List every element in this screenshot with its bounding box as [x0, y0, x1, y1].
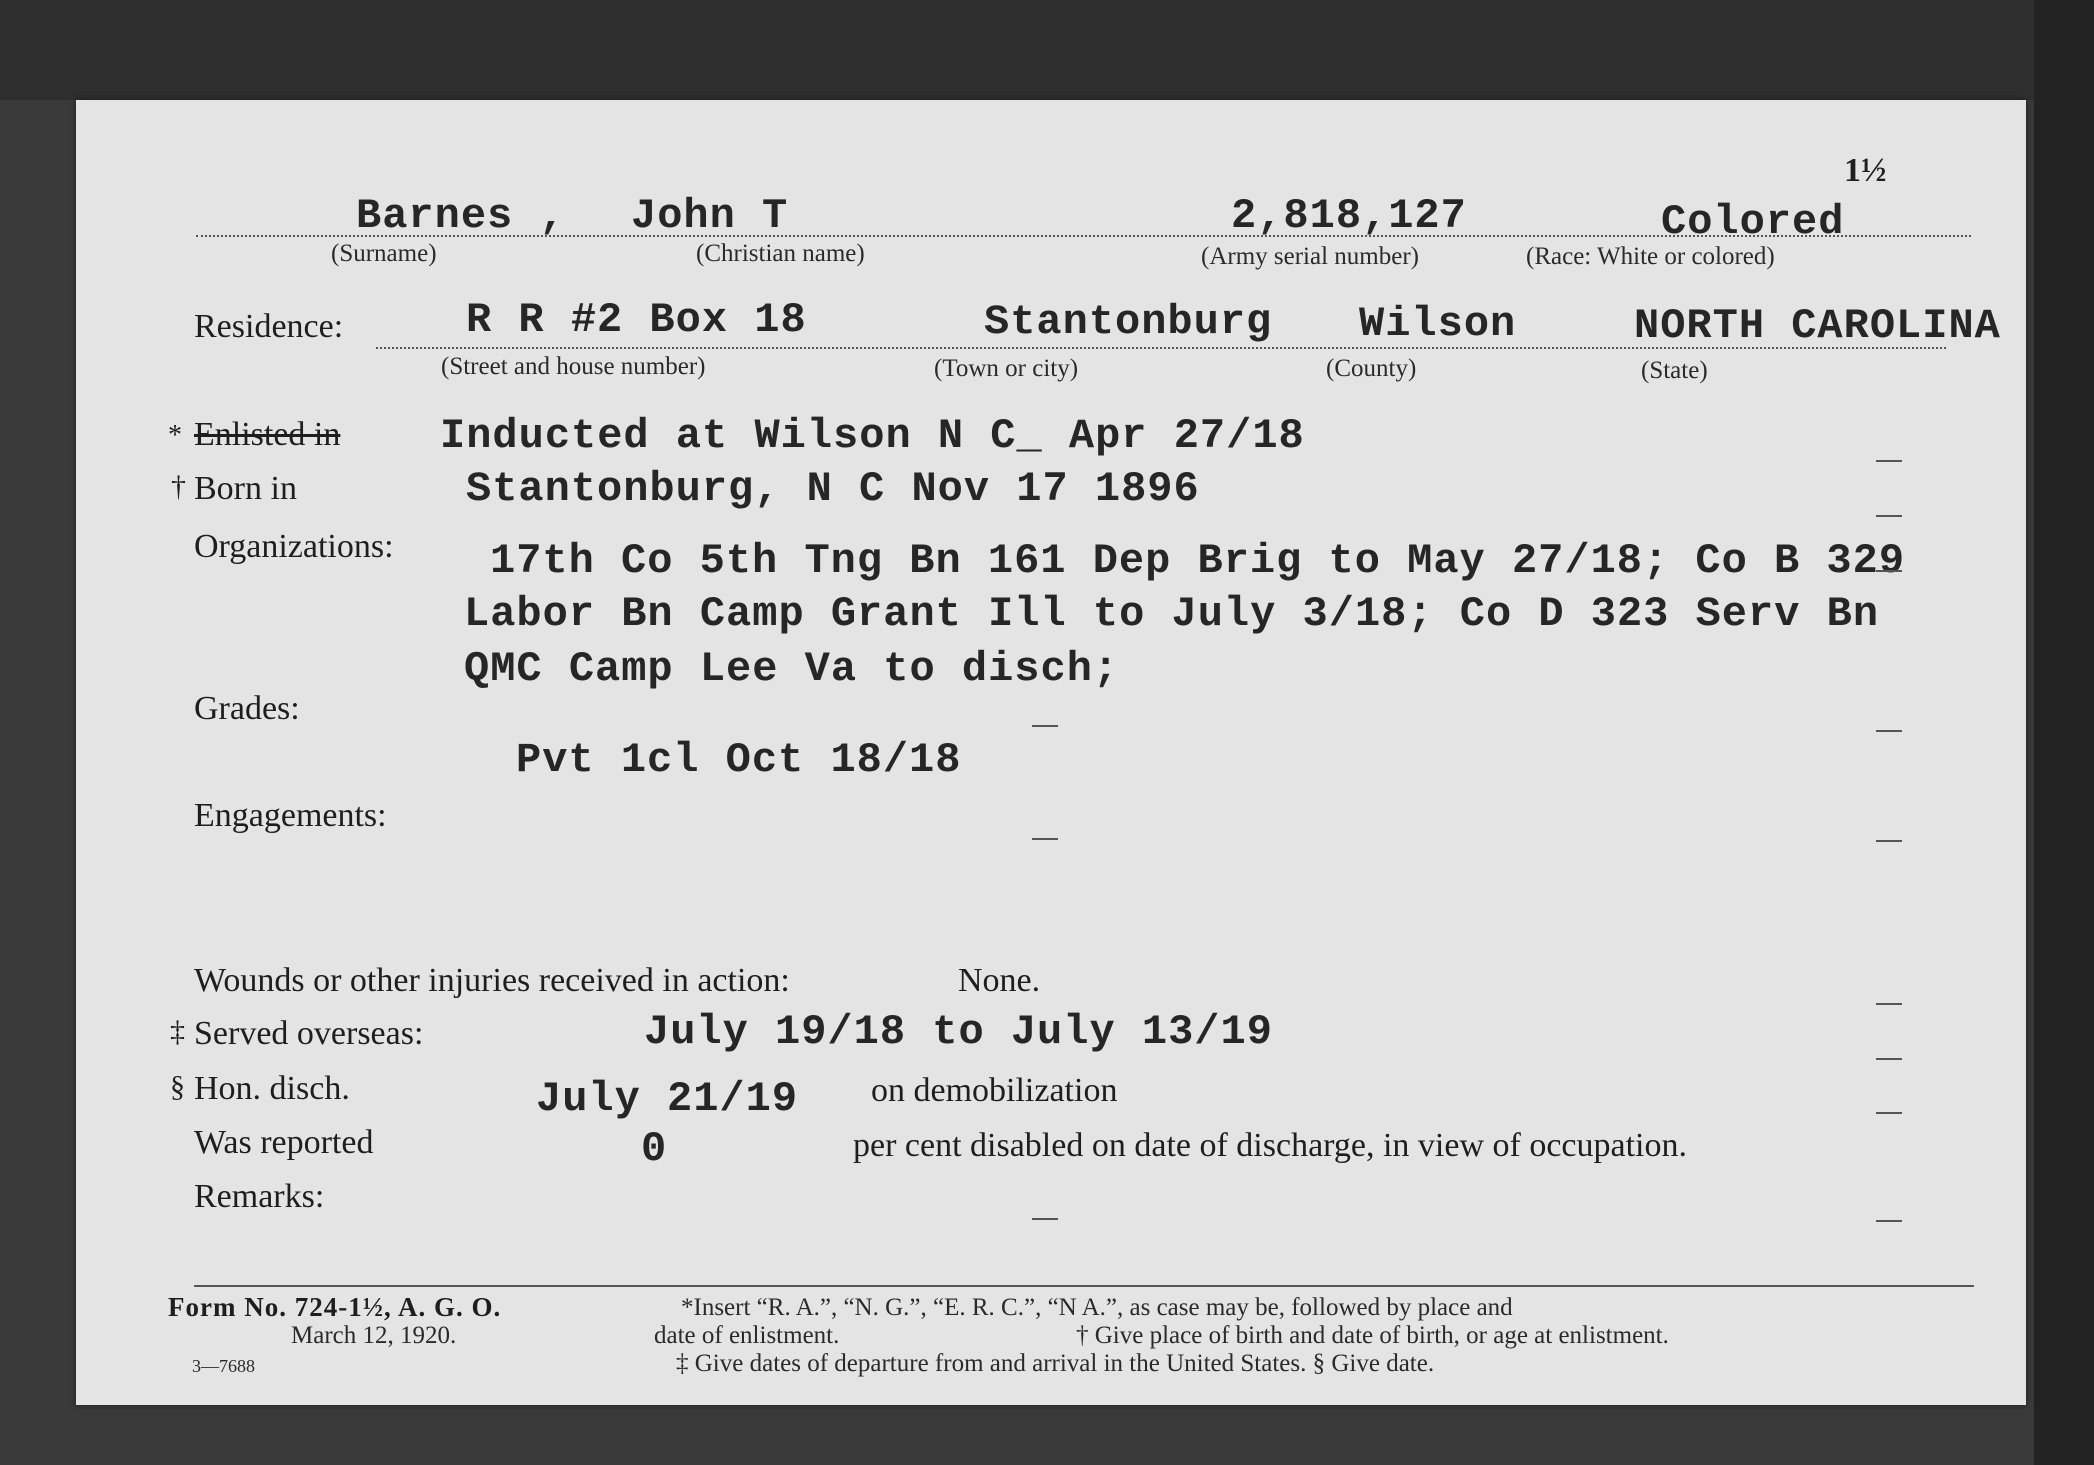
reported-suffix: per cent disabled on date of discharge, in view of occupation. [853, 1127, 1687, 1164]
town-caption: (Town or city) [934, 355, 1079, 382]
born-label: Born in [194, 470, 297, 507]
discharge-suffix: on demobilization [871, 1072, 1118, 1109]
corner-mark: 1½ [1844, 152, 1887, 189]
street-caption: (Street and house number) [441, 353, 706, 380]
enlisted-value: Inducted at Wilson N C_ Apr 27/18 [440, 412, 1305, 460]
footnote-birth: † Give place of birth and date of birth, or age at enlistment. [1076, 1322, 1669, 1349]
print-code: 3—7688 [192, 1356, 255, 1376]
margin-dash [1032, 838, 1058, 840]
race-caption: (Race: White or colored) [1526, 243, 1775, 270]
state-value: NORTH CAROLINA [1634, 302, 2001, 350]
footnote-enlistment: *Insert “R. A.”, “N. G.”, “E. R. C.”, “N A.”, as case may be, followed by place and [681, 1294, 1513, 1321]
enlisted-mark: * [168, 420, 182, 451]
town-value: Stantonburg [984, 298, 1273, 346]
organizations-label: Organizations: [194, 528, 394, 565]
form-number: Form No. 724-1½, A. G. O. [168, 1292, 502, 1322]
margin-dash [1876, 730, 1902, 732]
christian-name-caption: (Christian name) [696, 240, 865, 267]
scan-background-right [2034, 0, 2094, 1465]
discharge-mark: § [170, 1070, 185, 1103]
county-value: Wilson [1359, 300, 1517, 348]
organizations-line-2: Labor Bn Camp Grant Ill to July 3/18; Co D 323 Serv Bn [464, 590, 1880, 638]
margin-dash [1032, 725, 1058, 727]
footnote-overseas: ‡ Give dates of departure from and arrival in the United States. § Give date. [676, 1350, 1435, 1377]
born-mark: † [171, 470, 186, 503]
reported-value: 0 [641, 1125, 668, 1173]
engagements-label: Engagements: [194, 797, 387, 834]
margin-dash [1876, 1003, 1902, 1005]
reported-label: Was reported [194, 1124, 374, 1161]
serial-number-caption: (Army serial number) [1201, 243, 1419, 270]
organizations-line-1: 17th Co 5th Tng Bn 161 Dep Brig to May 27/18; Co B 329 [490, 537, 1906, 585]
county-caption: (County) [1326, 355, 1417, 382]
footnote-enlistment-cont: date of enlistment. [654, 1322, 840, 1349]
overseas-mark: ‡ [170, 1015, 185, 1048]
state-caption: (State) [1641, 357, 1708, 384]
margin-dash [1876, 1112, 1902, 1114]
overseas-value: July 19/18 to July 13/19 [644, 1008, 1273, 1056]
margin-dash [1876, 1220, 1902, 1222]
wounds-value: None. [958, 962, 1041, 999]
margin-dash [1876, 840, 1902, 842]
footer-rule [194, 1285, 1974, 1287]
remarks-label: Remarks: [194, 1178, 325, 1215]
scan-background-top [0, 0, 2094, 100]
margin-dash [1876, 515, 1902, 517]
residence-label: Residence: [194, 308, 344, 345]
margin-dash [1032, 1218, 1058, 1220]
discharge-label: Hon. disch. [194, 1070, 350, 1107]
overseas-label: Served overseas: [194, 1015, 424, 1052]
serial-number-value: 2,818,127 [1231, 192, 1467, 240]
service-record-card [76, 100, 2026, 1405]
born-value: Stantonburg, N C Nov 17 1896 [466, 465, 1200, 513]
street-value: R R #2 Box 18 [466, 296, 807, 344]
race-value: Colored [1661, 198, 1845, 246]
form-date: March 12, 1920. [291, 1322, 457, 1349]
grades-label: Grades: [194, 690, 300, 727]
margin-dash [1876, 460, 1902, 462]
margin-dash [1876, 570, 1902, 572]
organizations-line-3: QMC Camp Lee Va to disch; [464, 645, 1120, 693]
discharge-value: July 21/19 [536, 1075, 799, 1123]
grades-value: Pvt 1cl Oct 18/18 [516, 736, 962, 784]
enlisted-label: Enlisted in [194, 416, 341, 453]
surname-caption: (Surname) [331, 240, 437, 267]
wounds-label: Wounds or other injuries received in action: [194, 962, 790, 999]
christian-name-value: John T [631, 192, 789, 240]
margin-dash [1876, 1058, 1902, 1060]
surname-value: Barnes , [356, 192, 566, 240]
